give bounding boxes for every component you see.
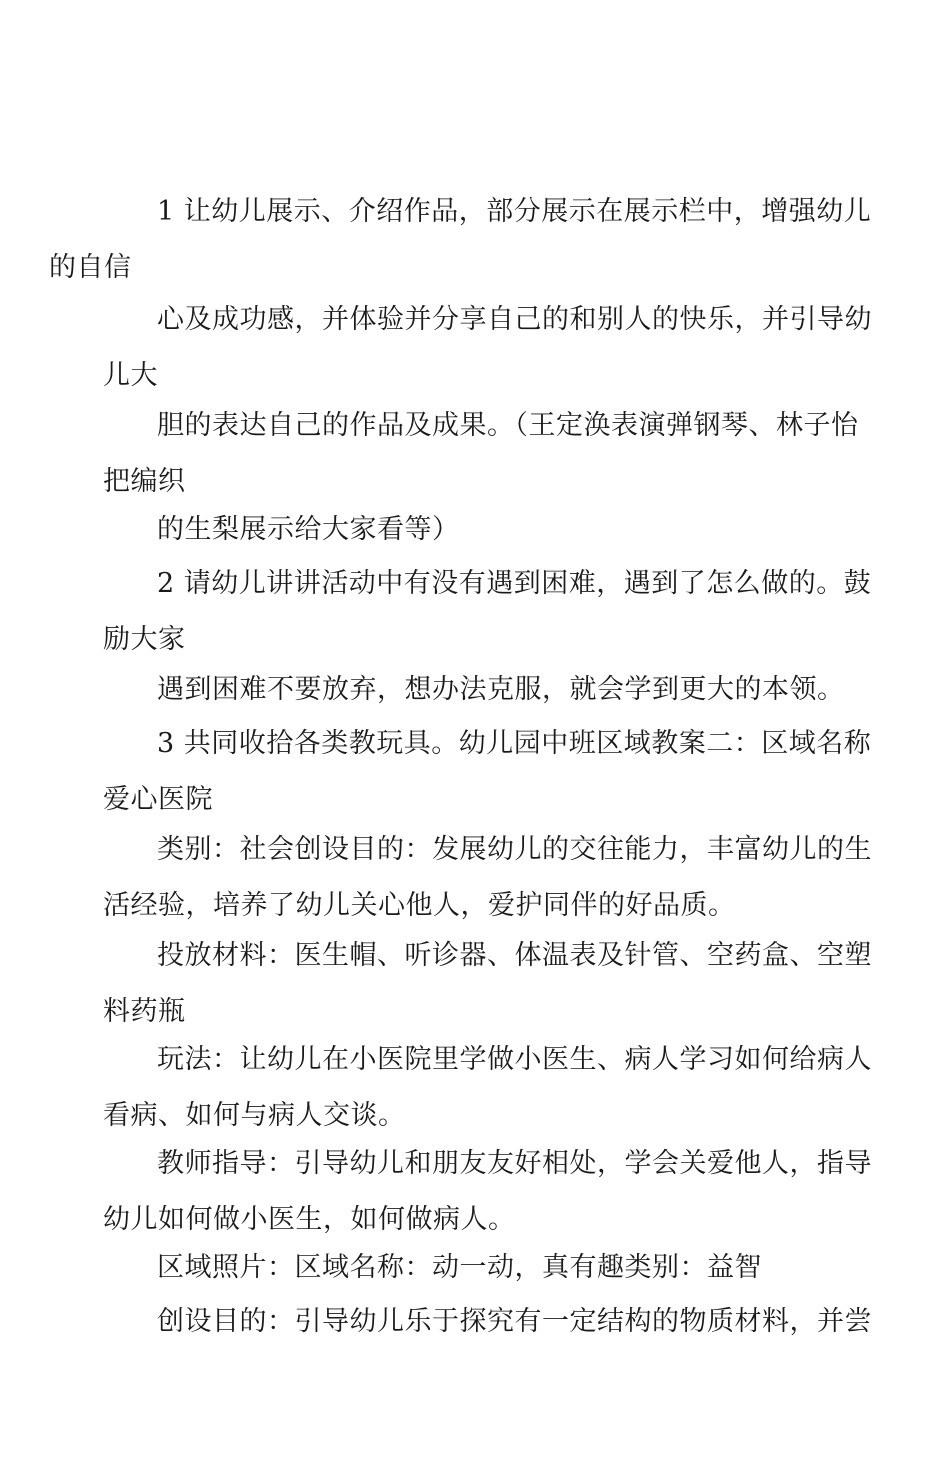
paragraph-line: 看病、如何与病人交谈。 [103,1100,406,1131]
paragraph-line: 玩法：让幼儿在小医院里学做小医生、病人学习如何给病人 [157,1044,872,1075]
paragraph-13 [103,1182,883,1462]
paragraph-line: 投放材料：医生帽、听诊器、体温表及针管、空药盒、空塑 [157,940,872,971]
paragraph-line: 料药瓶 [103,996,186,1027]
paragraph-line: 的生梨展示给大家看等） [157,514,460,545]
paragraph-line: 心及成功感，并体验并分享自己的和别人的快乐，并引导幼 [157,304,872,335]
paragraph-line: 遇到困难不要放弃，想办法克服，就会学到更大的本领。 [157,674,845,705]
paragraph-line: 3 共同收拾各类教玩具。幼儿园中班区域教案二：区域名称 [157,728,872,759]
paragraph-line: 1 让幼儿展示、介绍作品，部分展示在展示栏中，增强幼儿 [157,196,872,227]
paragraph-line: 教师指导：引导幼儿和朋友友好相处，学会关爱他人，指导 [157,1148,872,1179]
paragraph-line: 励大家 [103,624,186,655]
paragraph-line: 活经验，培养了幼儿关心他人，爱护同伴的好品质。 [103,890,736,921]
paragraph-line: 的自信 [49,252,132,283]
paragraph-line: 胆的表达自己的作品及成果。（王定涣表演弹钢琴、林子怡 [157,410,859,441]
paragraph-line: 2 请幼儿讲讲活动中有没有遇到困难，遇到了怎么做的。鼓 [157,568,872,599]
paragraph-line: 儿大 [103,360,158,391]
paragraph-line: 爱心医院 [103,784,213,815]
paragraph-line: 幼儿如何做小医生，如何做病人。 [103,1204,516,1235]
paragraph-line: 区域照片：区域名称：动一动，真有趣类别：益智 [157,1252,762,1283]
paragraph-line: 把编织 [103,466,186,497]
paragraph-line: 创设目的：引导幼儿乐于探究有一定结构的物质材料，并尝 [157,1306,872,1337]
paragraph-line: 类别：社会创设目的：发展幼儿的交往能力，丰富幼儿的生 [157,834,872,865]
